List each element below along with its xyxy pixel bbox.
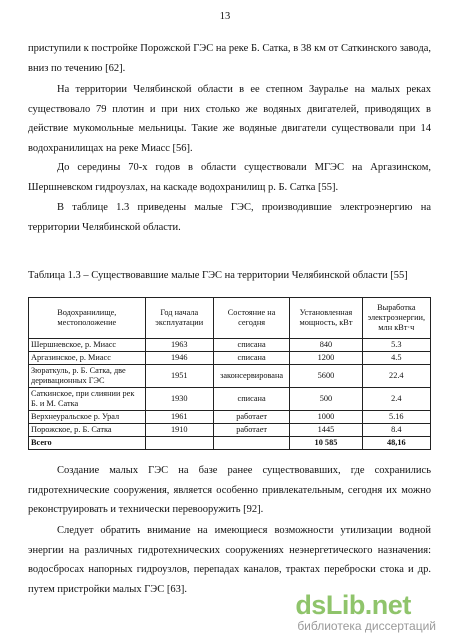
table-caption: Таблица 1.3 – Существовавшие малые ГЭС на территории Челябинской области [55] <box>28 270 408 281</box>
cell-output: 2.4 <box>362 388 430 411</box>
header-output: Выработка электроэнергии, млн кВт·ч <box>362 298 430 339</box>
cell-status: списана <box>213 352 289 365</box>
cell-output: 8.4 <box>362 424 430 437</box>
paragraph-2: На территории Челябинской области в ее степном Зауралье на малых реках существовало 79 плотин и при них столько же водяных двигателей, приводящих в действие мукомольные мельницы. Такие же водяные двигатели существовали при 14 водохранилищах на реке Миасс [56]. <box>28 84 431 154</box>
cell-reservoir: Порожское, р. Б. Сатка <box>29 424 146 437</box>
cell-output: 22.4 <box>362 365 430 388</box>
cell-year: 1946 <box>145 352 213 365</box>
paragraph-3: До середины 70-х годов в области существовали МГЭС на Аргазинском, Шершневском гидроузлах, на каскаде водохранилищ р. Б. Сатка [55]. <box>28 162 431 193</box>
table-header-row <box>29 298 431 339</box>
cell-output: 4.5 <box>362 352 430 365</box>
cell-capacity: 500 <box>290 388 362 411</box>
table-row <box>29 365 431 388</box>
table-row <box>29 424 431 437</box>
total-output: 48,16 <box>362 437 430 450</box>
cell-capacity: 5600 <box>290 365 362 388</box>
cell-reservoir: Верхнеуральское р. Урал <box>29 411 146 424</box>
cell-reservoir: Саткинское, при слиянии рек Б. и М. Сатка <box>29 388 146 411</box>
paragraph-5: Создание малых ГЭС на базе ранее существовавших, где сохранились гидротехнические сооружения, является особенно привлекательным, сегодня их можно реконструировать и технически перевооружить [92]. <box>28 465 431 515</box>
cell-status: работает <box>213 411 289 424</box>
total-year <box>145 437 213 450</box>
cell-capacity: 840 <box>290 339 362 352</box>
total-label: Всего <box>29 437 146 450</box>
watermark <box>295 591 436 633</box>
table-row <box>29 339 431 352</box>
page-number: 13 <box>219 11 231 22</box>
hydro-stations-table <box>28 297 431 450</box>
table-row <box>29 411 431 424</box>
cell-reservoir: Аргазинское, р. Миасс <box>29 352 146 365</box>
paragraph-1: приступили к постройке Порожской ГЭС на реке Б. Сатка, в 38 км от Саткинского завода, вниз по течению [62]. <box>28 43 431 74</box>
total-capacity: 10 585 <box>290 437 362 450</box>
cell-output: 5.16 <box>362 411 430 424</box>
total-status <box>213 437 289 450</box>
cell-output: 5.3 <box>362 339 430 352</box>
cell-year: 1910 <box>145 424 213 437</box>
table-total-row <box>29 437 431 450</box>
cell-status: списана <box>213 388 289 411</box>
cell-year: 1961 <box>145 411 213 424</box>
cell-capacity: 1200 <box>290 352 362 365</box>
watermark-logo: dsLib.net <box>295 590 411 620</box>
cell-reservoir: Шершневское, р. Миасс <box>29 339 146 352</box>
cell-capacity: 1445 <box>290 424 362 437</box>
cell-status: законсервирована <box>213 365 289 388</box>
header-status: Состояние на сегодня <box>213 298 289 339</box>
cell-year: 1963 <box>145 339 213 352</box>
table-row <box>29 352 431 365</box>
paragraph-4: В таблице 1.3 приведены малые ГЭС, производившие электроэнергию на территории Челябинской области. <box>28 202 431 233</box>
watermark-subtitle: библиотека диссертаций <box>297 619 436 633</box>
table-row <box>29 388 431 411</box>
header-capacity: Установленная мощность, кВт <box>290 298 362 339</box>
cell-year: 1951 <box>145 365 213 388</box>
header-reservoir: Водохранилище, местоположение <box>29 298 146 339</box>
cell-year: 1930 <box>145 388 213 411</box>
cell-status: списана <box>213 339 289 352</box>
paragraph-6: Следует обратить внимание на имеющиеся возможности утилизации водной энергии на различных гидротехнических сооружениях неэнергетического назначения: водосбросах напорных гидроузлов, перепадах каналов, трактах переброски стока и др. путем пристройки малых ГЭС [63]. <box>28 525 431 595</box>
cell-capacity: 1000 <box>290 411 362 424</box>
header-start-year: Год начала эксплуатации <box>145 298 213 339</box>
cell-reservoir: Зюраткуль, р. Б. Сатка, две деривационных ГЭС <box>29 365 146 388</box>
cell-status: работает <box>213 424 289 437</box>
